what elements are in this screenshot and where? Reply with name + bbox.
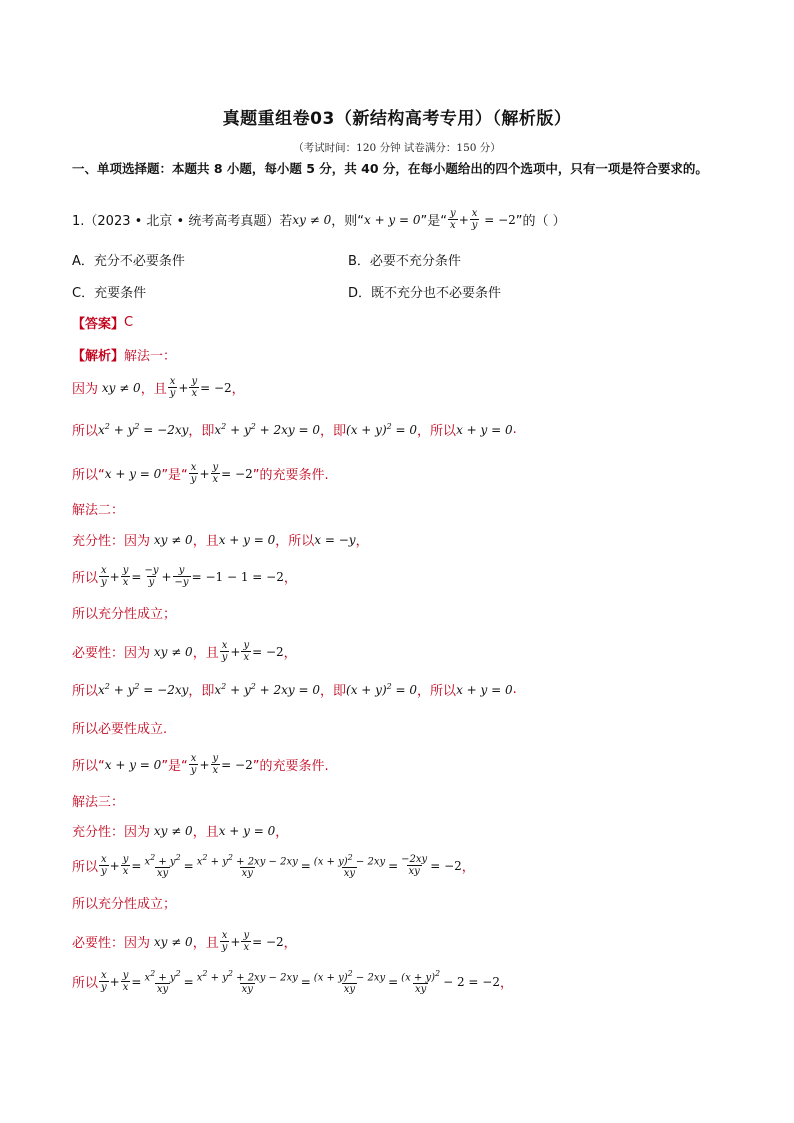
text: ，且 [140, 382, 167, 397]
text: ，即 [188, 684, 215, 699]
text: 所以 [72, 976, 99, 992]
text: 所以 [72, 571, 99, 586]
text: 必要性：因为 [72, 936, 151, 951]
fraction: $\frac{y}{x}$ [243, 930, 250, 953]
solution-line: 所以“ x + y = 0 ”是“ $\frac{x}{y}$ + $\frac{y}{x}$ = −2 ”的充要条件. [72, 462, 329, 485]
solution-line: 必要性：因为 xy ≠ 0 ，且 $\frac{x}{y}$ + $\frac{y}{x}$ = −2 ， [72, 640, 297, 663]
method-2-label: 解法二： [72, 503, 125, 518]
fraction: $\frac{x}{y}$ [221, 640, 228, 663]
text: ，则“ [331, 214, 364, 229]
method-1-label: 解法一： [124, 349, 177, 364]
solution-line: 所以“ x + y = 0 ”是“ $\frac{x}{y}$ + $\frac{y}{x}$ = −2 ”的充要条件. [72, 753, 329, 776]
exam-info: （考试时间：120 分钟 试卷满分：150 分） [293, 142, 501, 154]
text: 充分性：因为 [72, 825, 151, 840]
condition-math: xy ≠ 0 [292, 212, 332, 227]
solution-line: 所以 $\frac{x}{y}$ + $\frac{y}{x}$ = $\frac{x^2 + y^2}{xy}$ = $\frac{x^2 + y^2 + 2xy - 2xy}{xy}$ = $\frac{(x + y)^2 - 2xy}{xy}$ = $\frac{(x + y)^2}{xy}$ − 2 = −2 ， [72, 969, 513, 996]
text: ，即 [188, 424, 215, 439]
text: 所以“ [72, 468, 105, 483]
solution-line: 所以 $\frac{x}{y}$ + $\frac{y}{x}$ = $\frac{-y}{y}$ + $\frac{y}{-y}$ = −1 − 1 = −2 ， [72, 565, 297, 588]
fraction: $\frac{(x + y)^2 - 2xy}{xy}$ [313, 853, 386, 880]
fraction: $\frac{y}{x}$ [243, 640, 250, 663]
fraction: $\frac{(x + y)^2 - 2xy}{xy}$ [313, 969, 386, 996]
fraction: $\frac{x}{y}$ [169, 376, 176, 399]
text: ，所以 [275, 534, 315, 549]
text: ，即 [320, 424, 347, 439]
analysis-label: 【解析】 [72, 349, 125, 364]
option-a: A．充分不必要条件 [72, 254, 185, 269]
text: ，所以 [417, 424, 457, 439]
text: 因为 [72, 382, 99, 397]
fraction: $\frac{x}{y}$ [101, 854, 107, 878]
text: ”的（ ） [515, 214, 566, 229]
method-3-label: 解法三： [72, 795, 125, 810]
text: 所以 [72, 860, 99, 876]
answer-line [72, 313, 133, 332]
solution-line: 所以 $\frac{x}{y}$ + $\frac{y}{x}$ = $\frac{x^2 + y^2}{xy}$ = $\frac{x^2 + y^2 + 2xy - 2xy}{xy}$ = $\frac{(x + y)^2 - 2xy}{xy}$ = $\frac{-2xy}{xy}$ = −2 ， [72, 853, 475, 880]
fraction: $\frac{x}{y}$ [190, 462, 197, 485]
fraction: $\frac{y}{-y}$ [174, 565, 189, 588]
solution-line: 充分性：因为 xy ≠ 0 ，且 x + y = 0 ，所以 x = −y ， [72, 530, 369, 549]
fraction: $\frac{x^2 + y^2 + 2xy - 2xy}{xy}$ [196, 969, 298, 996]
sufficiency-ok: 所以充分性成立； [72, 607, 177, 622]
fraction: $\frac{y}{x}$ [122, 565, 129, 588]
fraction: $\frac{y}{x}$ [212, 753, 219, 776]
option-c: C．充要条件 [72, 286, 147, 301]
text: 所以 [72, 424, 99, 439]
question-source: 1.（2023 • 北京 • 统考高考真题）若 [72, 214, 293, 229]
text: ，且 [192, 825, 219, 840]
text: 必要性：因为 [72, 646, 151, 661]
fraction: $\frac{x}{y}$ [101, 970, 107, 994]
section-heading: 一、单项选择题：本题共 8 小题，每小题 5 分，共 40 分，在每小题给出的四个选项中，只有一项是符合要求的。 [72, 161, 708, 176]
text: ”是“ [420, 214, 448, 229]
page-title: 真题重组卷03（新结构高考专用）（解析版） [222, 109, 572, 129]
fraction: $\frac{y}{x}$ [450, 208, 456, 231]
fraction: $\frac{x^2 + y^2 + 2xy - 2xy}{xy}$ [196, 853, 298, 880]
fraction: $\frac{(x + y)^2}{xy}$ [401, 969, 441, 996]
text: 充分性：因为 [72, 534, 151, 549]
fraction: $\frac{x}{y}$ [190, 753, 197, 776]
solution-line: 所以 $x^2 + y^2 = -2xy$ ，即 $x^2 + y^2 + 2xy = 0$ ，即 $(x + y)^2 = 0$ ，所以 x + y = 0 . [72, 682, 517, 699]
text: 所以 [72, 684, 99, 699]
solution-line: 因为 xy ≠ 0 ，且 $\frac{x}{y}$ + $\frac{y}{x}$ = −2 ， [72, 376, 245, 399]
answer-value: C [124, 315, 134, 330]
analysis-header [72, 345, 176, 364]
text: ，所以 [417, 684, 457, 699]
fraction: $\frac{-2xy}{xy}$ [401, 854, 428, 878]
solution-line: 充分性：因为 xy ≠ 0 ，且 x + y = 0 ， [72, 821, 288, 840]
text: ，且 [192, 936, 219, 951]
solution-line: 所以 $x^2 + y^2 = -2xy$ ，即 $x^2 + y^2 + 2xy = 0$ ，即 $(x + y)^2 = 0$ ，所以 x + y = 0 . [72, 422, 517, 439]
text: ，即 [320, 684, 347, 699]
text: ，且 [192, 646, 219, 661]
fraction: $\frac{x}{y}$ [101, 565, 107, 588]
text: ”是“ [161, 759, 188, 774]
fraction: $\frac{y}{x}$ [191, 376, 198, 399]
text: ”的充要条件. [252, 759, 329, 774]
option-d: D．既不充分也不必要条件 [348, 286, 502, 301]
text: ，且 [192, 534, 219, 549]
fraction: $\frac{-y}{y}$ [144, 565, 159, 588]
statement-p: x + y = 0 [363, 212, 421, 227]
question-1: 1.（2023 • 北京 • 统考高考真题）若 xy ≠ 0 ，则“ x + y = 0 ”是“ $\frac{y}{x}$ + $\frac{x}{y}$ = −2 ”的（ ） [72, 208, 566, 231]
sufficiency-ok: 所以充分性成立； [72, 897, 177, 912]
option-b: B．必要不充分条件 [348, 254, 461, 269]
fraction: $\frac{x^2 + y^2}{xy}$ [144, 969, 181, 996]
fraction: $\frac{x}{y}$ [221, 930, 228, 953]
text: ”的充要条件. [252, 468, 329, 483]
fraction: $\frac{y}{x}$ [122, 970, 129, 994]
answer-label: 【答案】 [72, 317, 125, 332]
fraction: $\frac{x^2 + y^2}{xy}$ [144, 853, 181, 880]
solution-line: 必要性：因为 xy ≠ 0 ，且 $\frac{x}{y}$ + $\frac{y}{x}$ = −2 ， [72, 930, 297, 953]
fraction: $\frac{y}{x}$ [212, 462, 219, 485]
fraction: $\frac{y}{x}$ [122, 854, 129, 878]
fraction: $\frac{x}{y}$ [471, 208, 478, 231]
text: 所以“ [72, 759, 105, 774]
necessity-ok: 所以必要性成立. [72, 722, 168, 737]
text: ”是“ [161, 468, 188, 483]
